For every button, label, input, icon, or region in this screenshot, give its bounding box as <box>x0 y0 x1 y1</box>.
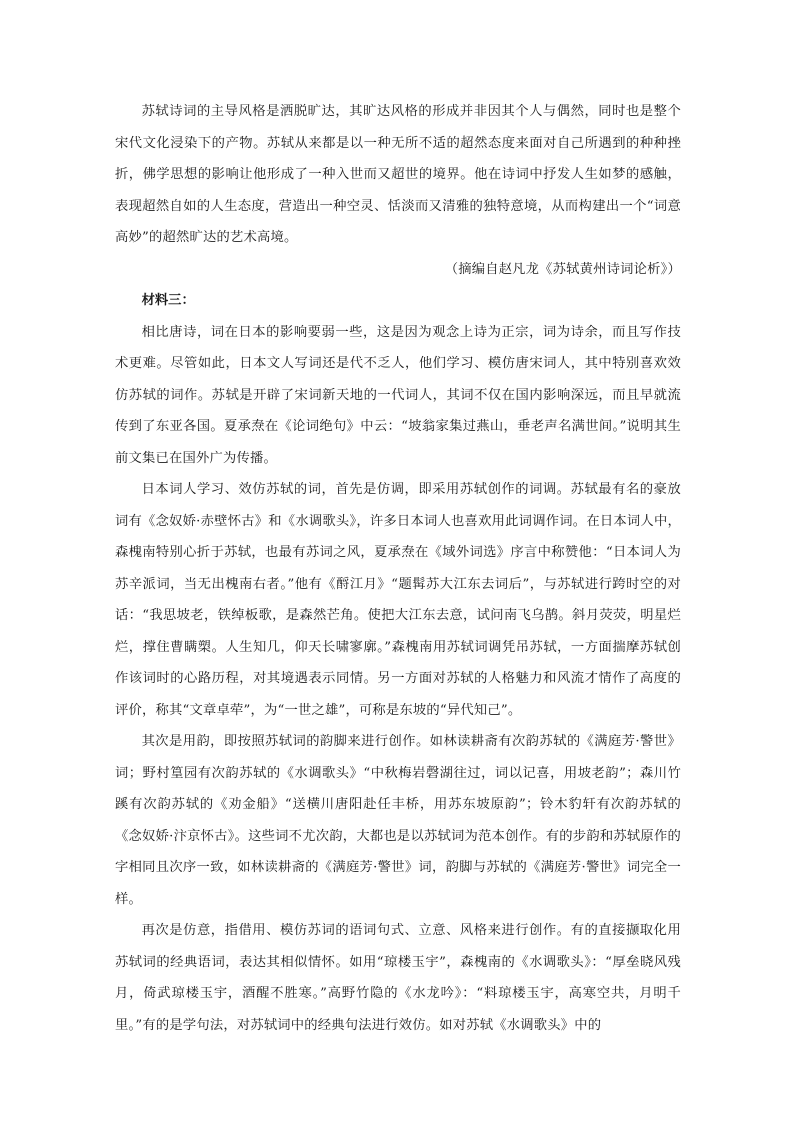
paragraph-material-two-end: 苏轼诗词的主导风格是洒脱旷达，其旷达风格的形成并非因其个人与偶然，同时也是整个宋代文化浸染下的产物。苏轼从来都是以一种无所不适的超然态度来面对自己所遇到的种种挫折，佛学思想的影响让他形成了一种入世而又超世的境界。他在诗词中抒发人生如梦的感触，表现超然自如的人生态度，营造出一种空灵、恬淡而又清雅的独特意境，从而构建出一个“词意高妙”的超然旷达的艺术高境。 <box>115 104 681 245</box>
document-page <box>115 96 681 1041</box>
section-title-material-three: 材料三： <box>141 293 195 308</box>
paragraph-3: 其次是用韵，即按照苏轼词的韵脚来进行创作。如林读耕斋有次韵苏轼的《满庭芳·警世》词；野村篁园有次韵苏轼的《水调歌头》“中秋梅岩磬湖往过，词以记喜，用坡老韵”；森川竹蹊有次韵苏轼的《劝金船》“送横川唐阳赴任丰桥，用苏东坡原韵”；铃木豹轩有次韵苏轼的《念奴娇·汴京怀古》。这些词不尤次韵，大都也是以苏轼词为范本创作。有的步韵和苏轼原作的字相同且次序一致，如林读耕斋的《满庭芳·警世》词，韵脚与苏轼的《满庭芳·警世》词完全一样。 <box>115 734 681 907</box>
paragraph-2: 日本词人学习、效仿苏轼的词，首先是仿调，即采用苏轼创作的词调。苏轼最有名的豪放词有《念奴娇·赤壁怀古》和《水调歌头》，许多日本词人也喜欢用此词调作词。在日本词人中，森槐南特别心折于苏轼，也最有苏词之风，夏承焘在《域外词选》序言中称赞他：“日本词人为苏辛派词，当无出槐南右者。”他有《酹江月》“题髯苏大江东去词后”，与苏轼进行跨时空的对话：“我思坡老，铁绰板歌，是森然芒角。使把大江东去意，试问南飞乌鹊。斜月荧荧，明星烂烂，撑住曹瞒槊。人生知几，仰天长啸寥廓。”森槐南用苏轼词调凭吊苏轼，一方面揣摩苏轼创作该词时的心路历程，对其境遇表示同情。另一方面对苏轼的人格魅力和风流才情作了高度的评价，称其“文章卓荦”，为“一世之雄”，可称是东坡的“异代知己”。 <box>115 482 681 718</box>
paragraph-1: 相比唐诗，词在日本的影响要弱一些，这是因为观念上诗为正宗，词为诗余，而且写作技术更难。尽管如此，日本文人写词还是代不乏人，他们学习、模仿唐宋词人，其中特别喜欢效仿苏轼的词作。苏轼是开辟了宋词新天地的一代词人，其词不仅在国内影响深远，而且早就流传到了东亚各国。夏承焘在《论词绝句》中云：“坡翁家集过燕山，垂老声名满世间。”说明其生前文集已在国外广为传播。 <box>115 324 681 466</box>
source-citation: （摘编自赵凡龙《苏轼黄州诗词论析》） <box>444 261 681 277</box>
paragraph-4: 再次是仿意，指借用、模仿苏词的语词句式、立意、风格来进行创作。有的直接撷取化用苏轼词的经典语词，表达其相似情怀。如用“琼楼玉宇”，森槐南的《水调歌头》：“厚垒晓风残月，倚武琼楼玉宇，酒醒不胜寒。”高野竹隐的《水龙吟》：“料琼楼玉宇，高寒空共，月明千里。”有的是学句法，对苏轼词中的经典句法进行效仿。如对苏轼《水调歌头》中的 <box>115 923 681 1033</box>
